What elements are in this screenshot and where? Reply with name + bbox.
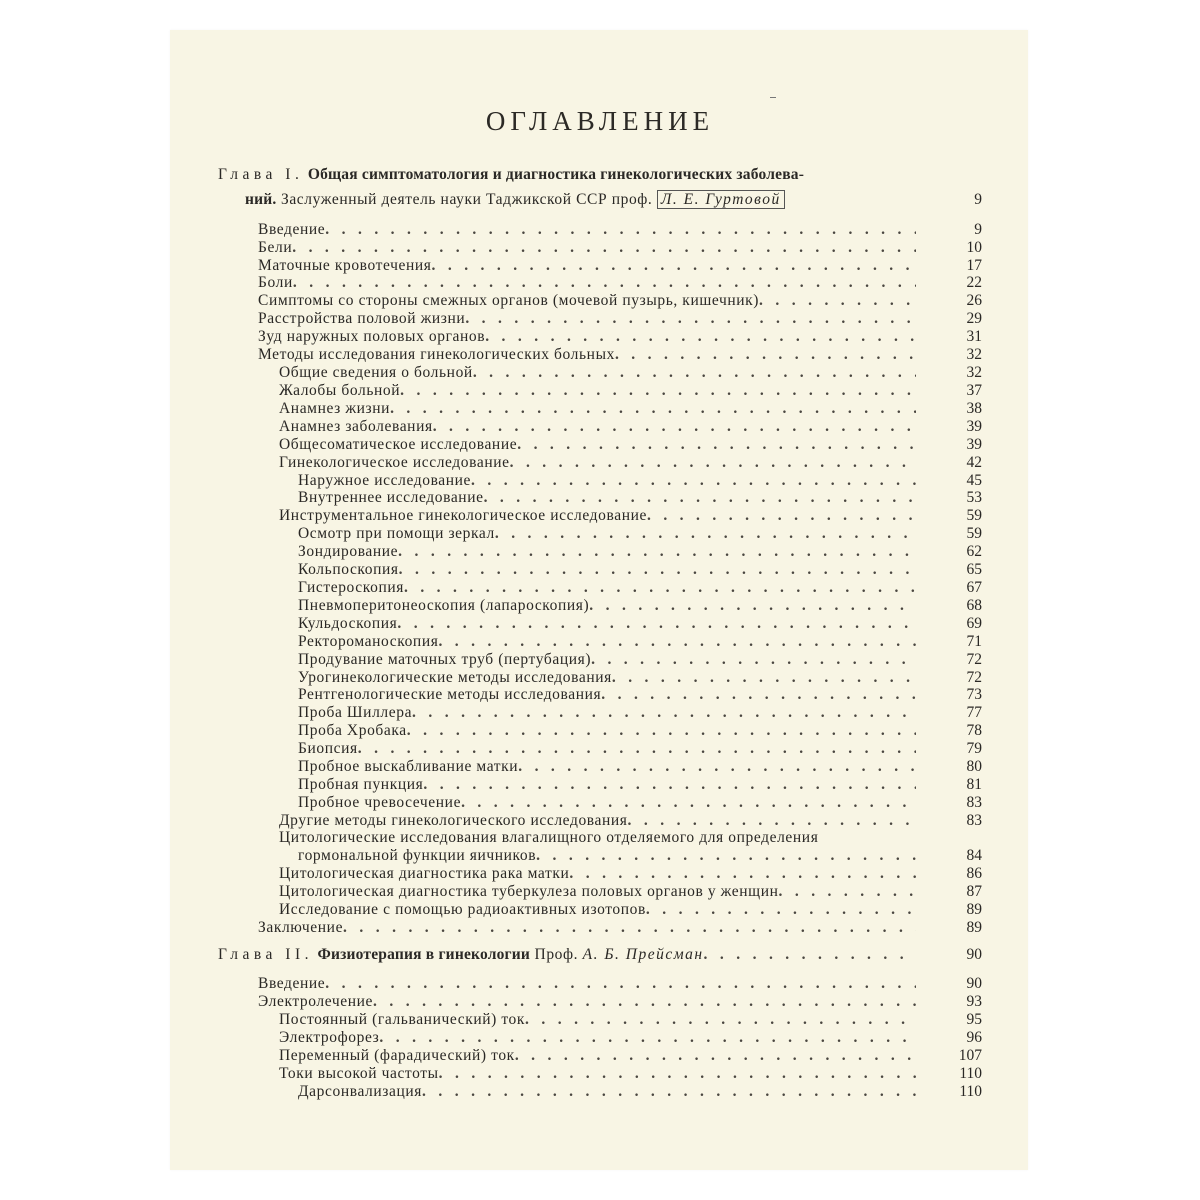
toc-entry-page: 78 bbox=[966, 722, 982, 739]
toc-entry-title: Бели bbox=[258, 239, 293, 256]
toc-entry-title: Проба Шиллера bbox=[298, 704, 413, 721]
toc-entry bbox=[298, 669, 916, 687]
toc-entry-title: Анамнез жизни bbox=[279, 400, 391, 417]
toc-entry-page: 31 bbox=[966, 328, 982, 345]
toc-entry-page: 59 bbox=[966, 525, 982, 542]
dot-leader bbox=[591, 651, 916, 669]
print-speck bbox=[770, 97, 776, 98]
dot-leader bbox=[390, 400, 916, 418]
toc-entry bbox=[279, 436, 916, 454]
toc-entry-title: Другие методы гинекологического исследования bbox=[279, 812, 628, 829]
toc-entry-title: Зуд наружных половых органов bbox=[258, 328, 486, 345]
toc-entry bbox=[298, 489, 916, 507]
toc-entry-page: 71 bbox=[966, 633, 982, 650]
dot-leader bbox=[495, 525, 916, 543]
toc-entry-page: 80 bbox=[966, 758, 982, 775]
toc-entry bbox=[258, 239, 916, 257]
dot-leader bbox=[484, 489, 916, 507]
toc-entry-page: 10 bbox=[966, 239, 982, 256]
toc-entry-page: 77 bbox=[966, 704, 982, 721]
dot-leader bbox=[325, 221, 916, 239]
toc-entry bbox=[258, 328, 916, 346]
toc-entry bbox=[298, 686, 916, 704]
toc-entry-page: 37 bbox=[966, 382, 982, 399]
dot-leader bbox=[615, 346, 916, 364]
chapter-2-author-prefix: Проф. bbox=[534, 946, 579, 963]
toc-entry-title: Токи высокой частоты bbox=[279, 1065, 439, 1082]
dot-leader bbox=[379, 1029, 916, 1047]
toc-entry-page: 17 bbox=[966, 257, 982, 274]
toc-entry-page: 59 bbox=[966, 507, 982, 524]
toc-entry-title: Урогинекологические методы исследования bbox=[298, 669, 612, 686]
dot-leader bbox=[517, 436, 916, 454]
chapter-1-page: 9 bbox=[974, 191, 982, 208]
toc-entry-title: Расстройства половой жизни bbox=[258, 310, 466, 327]
toc-entry bbox=[298, 579, 916, 597]
toc-entry-title: Постоянный (гальванический) ток bbox=[279, 1011, 526, 1028]
toc-entry-page: 68 bbox=[966, 597, 982, 614]
toc-entry-title: Цитологическая диагностика рака матки bbox=[279, 865, 570, 882]
dot-leader bbox=[589, 597, 916, 615]
toc-entry-title: Анамнез заболевания bbox=[279, 418, 433, 435]
toc-entry-page: 110 bbox=[959, 1065, 982, 1082]
toc-entry bbox=[279, 1011, 916, 1029]
dot-leader bbox=[518, 758, 916, 776]
toc-entry-title: Пневмоперитонеоскопия (лапароскопия) bbox=[298, 597, 590, 614]
toc-entry bbox=[258, 346, 916, 364]
toc-entry-title: Пробное чревосечение bbox=[298, 794, 462, 811]
dot-leader bbox=[293, 274, 916, 292]
toc-entry bbox=[298, 651, 916, 669]
toc-entry-title: Введение bbox=[258, 975, 326, 992]
dot-leader bbox=[433, 418, 916, 436]
toc-entry bbox=[279, 1065, 916, 1083]
toc-entry-page: 79 bbox=[966, 740, 982, 757]
dot-leader bbox=[358, 740, 916, 758]
toc-entry-page: 107 bbox=[958, 1047, 982, 1064]
toc-entry-page: 72 bbox=[966, 669, 982, 686]
chapter-1-title: Общая симптоматология и диагностика гинекологических заболева- bbox=[307, 166, 805, 183]
toc-entry bbox=[298, 794, 916, 812]
toc-entry-page: 89 bbox=[966, 901, 982, 918]
dot-leader bbox=[397, 615, 916, 633]
toc-entry bbox=[258, 292, 916, 310]
toc-entry bbox=[298, 597, 916, 615]
dot-leader bbox=[438, 633, 916, 651]
toc-entry-page: 83 bbox=[966, 794, 982, 811]
toc-entry-page: 84 bbox=[966, 847, 982, 864]
dot-leader bbox=[292, 239, 916, 257]
chapter-1-label: Глава I. bbox=[218, 166, 304, 183]
dot-leader bbox=[404, 579, 916, 597]
toc-entry-title: Рентгенологические методы исследования bbox=[298, 686, 602, 703]
toc-entry-title: Боли bbox=[258, 274, 293, 291]
toc-entry-title: Электрофорез bbox=[279, 1029, 380, 1046]
toc-entry-page: 65 bbox=[966, 561, 982, 578]
toc-entry-page: 32 bbox=[966, 346, 982, 363]
toc-entry bbox=[298, 525, 916, 543]
dot-leader bbox=[646, 901, 916, 919]
dot-leader bbox=[432, 257, 917, 275]
toc-entry-page: 96 bbox=[966, 1029, 982, 1046]
toc-entry-title: Биопсия bbox=[298, 740, 358, 757]
toc-entry bbox=[298, 615, 916, 633]
dot-leader bbox=[485, 328, 916, 346]
chapter-2-heading bbox=[218, 946, 916, 964]
toc-entry-title: Наружное исследование bbox=[298, 472, 472, 489]
toc-entry-title: Введение bbox=[258, 221, 326, 238]
toc-entry bbox=[279, 382, 916, 400]
toc-entry bbox=[279, 1029, 916, 1047]
toc-entry bbox=[279, 883, 916, 901]
toc-entry bbox=[298, 740, 916, 758]
toc-entry bbox=[279, 454, 916, 472]
dot-leader bbox=[439, 1065, 916, 1083]
toc-entry-title: Внутреннее исследование bbox=[298, 489, 484, 506]
toc-entry bbox=[258, 257, 916, 275]
dot-leader bbox=[422, 1083, 916, 1101]
toc-entry-page: 72 bbox=[966, 651, 982, 668]
toc-entry bbox=[279, 507, 916, 525]
dot-leader bbox=[515, 1047, 916, 1065]
toc-entry-title: Переменный (фарадический) ток bbox=[279, 1047, 515, 1064]
toc-entry bbox=[258, 310, 916, 328]
toc-entry-title: Осмотр при помощи зеркал bbox=[298, 525, 495, 542]
toc-entry-title: Цитологические исследования влагалищного отделяемого для определения bbox=[279, 829, 819, 846]
toc-entry-page: 86 bbox=[966, 865, 982, 882]
toc-entry-title: Электролечение bbox=[258, 993, 374, 1010]
toc-entry bbox=[298, 847, 916, 865]
dot-leader bbox=[399, 561, 916, 579]
toc-entry-title: Продувание маточных труб (пертубация) bbox=[298, 651, 592, 668]
toc-entry-title: Общесоматическое исследование bbox=[279, 436, 518, 453]
chapter-2-author: А. Б. Прейсман bbox=[582, 946, 704, 963]
toc-entry bbox=[298, 1083, 916, 1101]
toc-entry bbox=[279, 400, 916, 418]
toc-entry-title: Пробная пункция bbox=[298, 776, 424, 793]
toc-entry-page: 81 bbox=[966, 776, 982, 793]
dot-leader bbox=[759, 292, 916, 310]
toc-entry-page: 38 bbox=[966, 400, 982, 417]
toc-entry-page: 32 bbox=[966, 364, 982, 381]
dot-leader bbox=[423, 776, 916, 794]
toc-entry bbox=[298, 561, 916, 579]
dot-leader bbox=[398, 543, 916, 561]
dot-leader bbox=[704, 946, 916, 964]
dot-leader bbox=[473, 364, 916, 382]
dot-leader bbox=[325, 975, 916, 993]
toc-entry-title: Заключение bbox=[258, 919, 344, 936]
toc-entry-page: 39 bbox=[966, 436, 982, 453]
toc-entry-title: Гистероскопия bbox=[298, 579, 404, 596]
toc-entry bbox=[258, 919, 916, 937]
toc-entry bbox=[279, 829, 818, 847]
toc-entry bbox=[298, 472, 916, 490]
toc-entry-title: Проба Хробака bbox=[298, 722, 407, 739]
toc-entry-title: Жалобы больной bbox=[279, 382, 401, 399]
dot-leader bbox=[601, 686, 916, 704]
toc-entry bbox=[298, 722, 916, 740]
toc-entry bbox=[298, 633, 916, 651]
toc-entry-page: 22 bbox=[966, 274, 982, 291]
toc-entry-title: Зондирование bbox=[298, 543, 399, 560]
dot-leader bbox=[461, 794, 916, 812]
toc-entry-title: Исследование с помощью радиоактивных изотопов bbox=[279, 901, 646, 918]
toc-entry-page: 93 bbox=[966, 993, 982, 1010]
toc-entry-page: 95 bbox=[966, 1011, 982, 1028]
dot-leader bbox=[412, 704, 916, 722]
chapter-1-heading-line1 bbox=[218, 166, 804, 184]
chapter-2-label: Глава II. bbox=[218, 946, 313, 963]
toc-entry-page: 39 bbox=[966, 418, 982, 435]
toc-entry-title: Маточные кровотечения bbox=[258, 257, 432, 274]
chapter-1-title-end: ний. bbox=[245, 191, 277, 208]
toc-entry-page: 53 bbox=[966, 489, 982, 506]
toc-entry bbox=[298, 758, 916, 776]
toc-entry-page: 87 bbox=[966, 883, 982, 900]
dot-leader bbox=[471, 472, 916, 490]
toc-entry bbox=[279, 812, 916, 830]
toc-entry-title: Кольпоскопия bbox=[298, 561, 399, 578]
toc-entry bbox=[258, 221, 916, 239]
dot-leader bbox=[510, 454, 916, 472]
toc-entry-title: Симптомы со стороны смежных органов (мочевой пузырь, кишечник) bbox=[258, 292, 760, 309]
toc-entry-title: Методы исследования гинекологических больных bbox=[258, 346, 615, 363]
toc-entry-page: 9 bbox=[974, 221, 982, 238]
dot-leader bbox=[569, 865, 916, 883]
toc-entry-title: Общие сведения о больной bbox=[279, 364, 473, 381]
chapter-1-author: Л. Е. Гуртовой bbox=[657, 190, 785, 209]
dot-leader bbox=[779, 883, 917, 901]
toc-entry-title: Цитологическая диагностика туберкулеза половых органов у женщин bbox=[279, 883, 779, 900]
dot-leader bbox=[612, 669, 916, 687]
toc-entry-page: 26 bbox=[966, 292, 982, 309]
dot-leader bbox=[628, 812, 916, 830]
toc-entry-page: 90 bbox=[966, 975, 982, 992]
toc-entry-title: Кульдоскопия bbox=[298, 615, 398, 632]
chapter-1-author-prefix: Заслуженный деятель науки Таджикской ССР проф. bbox=[280, 191, 653, 208]
toc-entry bbox=[279, 865, 916, 883]
toc-entry-page: 69 bbox=[966, 615, 982, 632]
toc-entry bbox=[258, 274, 916, 292]
toc-entry-title: Гинекологическое исследование bbox=[279, 454, 510, 471]
toc-entry-title: Инструментальное гинекологическое исследование bbox=[279, 507, 647, 524]
dot-leader bbox=[536, 847, 916, 865]
dot-leader bbox=[407, 722, 916, 740]
dot-leader bbox=[465, 310, 916, 328]
toc-entry-page: 73 bbox=[966, 686, 982, 703]
toc-entry-page: 83 bbox=[966, 812, 982, 829]
toc-entry-title: Дарсонвализация bbox=[298, 1083, 423, 1100]
toc-entry bbox=[279, 418, 916, 436]
toc-entry bbox=[279, 1047, 916, 1065]
toc-entry-title: Ректороманоскопия bbox=[298, 633, 439, 650]
dot-leader bbox=[647, 507, 916, 525]
toc-entry-page: 62 bbox=[966, 543, 982, 560]
toc-entry bbox=[279, 901, 916, 919]
toc-entry-page: 89 bbox=[966, 919, 982, 936]
toc-entry-page: 110 bbox=[959, 1083, 982, 1100]
dot-leader bbox=[373, 993, 916, 1011]
toc-entry bbox=[279, 364, 916, 382]
toc-entry bbox=[298, 704, 916, 722]
dot-leader bbox=[400, 382, 916, 400]
chapter-2-page: 90 bbox=[966, 946, 982, 963]
toc-entry bbox=[258, 975, 916, 993]
toc-entry-page: 29 bbox=[966, 310, 982, 327]
chapter-2-title: Физиотерапия в гинекологии bbox=[317, 946, 531, 963]
dot-leader bbox=[525, 1011, 916, 1029]
toc-entry bbox=[258, 993, 916, 1011]
toc-entry-page: 42 bbox=[966, 454, 982, 471]
toc-entry bbox=[298, 543, 916, 561]
toc-entry-page: 67 bbox=[966, 579, 982, 596]
toc-entry bbox=[298, 776, 916, 794]
toc-entry-title: Пробное выскабливание матки bbox=[298, 758, 519, 775]
page-title: ОГЛАВЛЕНИЕ bbox=[485, 106, 715, 136]
toc-entry-page: 45 bbox=[966, 472, 982, 489]
chapter-1-heading-line2 bbox=[245, 191, 785, 209]
dot-leader bbox=[343, 919, 916, 937]
toc-entry-title: гормональной функции яичников bbox=[298, 847, 537, 864]
